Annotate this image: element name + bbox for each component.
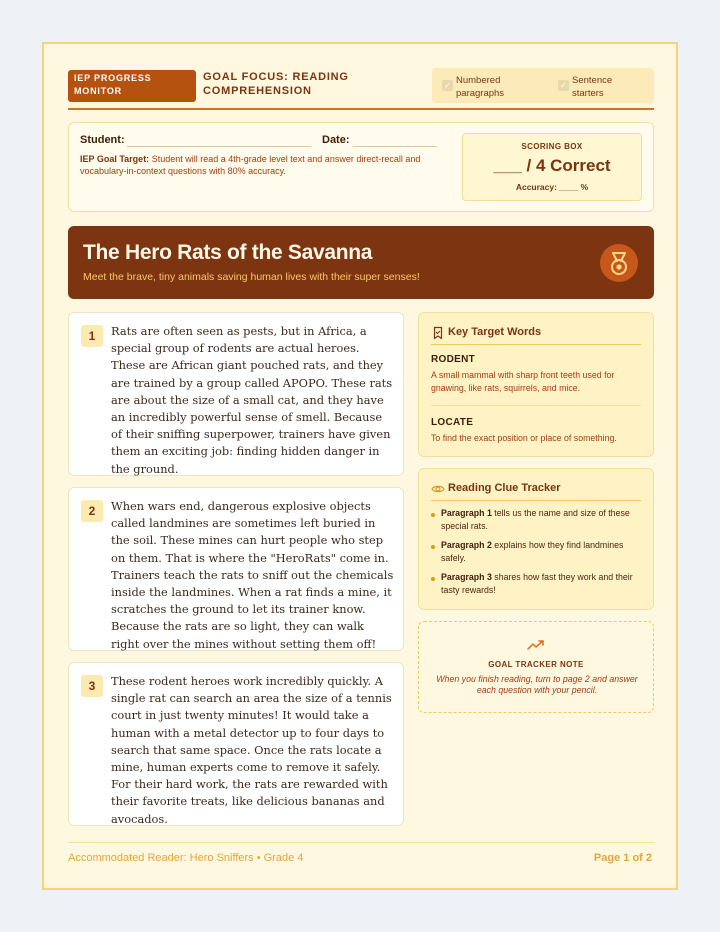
iep-badge: IEP PROGRESS MONITOR xyxy=(68,70,196,102)
clue-text: tells us the name and size of these special rats. xyxy=(441,508,630,531)
vocab-definition: A small mammal with sharp front teeth used for gnawing, like rats, squirrels, and mice. xyxy=(431,370,615,393)
paragraph-text: These rodent heroes work incredibly quickly. A single rat can search an area the size of a tennis court in just twenty minutes! It would take a human with a metal detector up to four days to search that same space. Once the rats locate a mine, human experts come to remove it safely. For their hard work, the rats are rewarded with their favorite treats, like delicious bananas and avocados. xyxy=(111,674,392,826)
check-label: Sentence starters xyxy=(572,75,613,99)
date-label: Date: xyxy=(322,134,350,146)
scoring-title: SCORING BOX xyxy=(521,142,583,151)
footer-divider xyxy=(68,842,654,843)
vocab-word xyxy=(431,417,641,445)
bookmark-icon xyxy=(431,326,445,340)
title-banner xyxy=(68,226,654,299)
key-words-title: Key Target Words xyxy=(448,326,542,338)
note-title: GOAL TRACKER NOTE xyxy=(488,660,584,669)
paragraph-card xyxy=(68,312,404,476)
checkbox-icon[interactable]: ✓ xyxy=(558,80,569,91)
clue-tracker-card xyxy=(418,468,654,610)
student-name-field[interactable] xyxy=(127,146,311,147)
scoring-box xyxy=(462,133,642,201)
check-label: Numbered paragraphs xyxy=(456,75,505,99)
page-subtitle: Meet the brave, tiny animals saving human lives with their super senses! xyxy=(83,271,420,283)
clue-tracker-header xyxy=(431,481,641,501)
clue-item xyxy=(441,571,643,597)
vocab-term: RODENT xyxy=(431,354,476,365)
paragraph-number: 3 xyxy=(81,675,103,697)
page-title: The Hero Rats of the Savanna xyxy=(83,241,373,264)
goal-tracker-note xyxy=(418,621,654,713)
paragraph-number: 1 xyxy=(81,325,103,347)
clue-text: shares how fast they work and their tasty rewards! xyxy=(441,572,633,595)
student-label: Student: xyxy=(80,134,125,146)
clue-tracker-title: Reading Clue Tracker xyxy=(448,482,561,494)
accommodation-checklist xyxy=(432,68,654,103)
paragraph-card xyxy=(68,662,404,826)
iep-goal xyxy=(80,153,448,177)
key-words-header xyxy=(431,325,641,345)
worksheet-page xyxy=(42,42,678,890)
clue-lead: Paragraph 2 xyxy=(441,540,492,550)
divider xyxy=(431,405,641,406)
accuracy-field[interactable]: Accuracy: ____ % xyxy=(515,182,589,192)
clue-lead: Paragraph 3 xyxy=(441,572,492,582)
paragraph-card xyxy=(68,487,404,651)
note-body: When you finish reading, turn to page 2 and answer each question with your pencil. xyxy=(436,674,638,695)
eye-icon xyxy=(431,482,445,496)
paragraph-text: When wars end, dangerous explosive objects called landmines are sometimes left buried in the soil. These mines can hurt people who step on them. That is where the "HeroRats" come in. Trainers teach the rats to sniff out the chemicals inside the landmines. When a rat finds a mine, it scratches the ground to let its trainer know. Because the rats are so light, they can walk right over the mines without setting them off! xyxy=(111,499,394,651)
clue-item xyxy=(441,507,643,533)
bullet-icon xyxy=(431,513,435,517)
medal-icon xyxy=(600,244,638,282)
bullet-icon xyxy=(431,577,435,581)
vocab-definition: To find the exact position or place of something. xyxy=(431,433,617,443)
vocab-term: LOCATE xyxy=(431,417,474,428)
paragraph-text: Rats are often seen as pests, but in Africa, a special group of rodents are actual heroes. These are African giant pouched rats, and they are trained by a group called APOPO. These rats are about the size of a small cat, and they have an incredibly powerful sense of smell. Because of their sniffing superpower, trainers have given them an exciting job: finding hidden danger in the ground. xyxy=(111,324,393,476)
clue-lead: Paragraph 1 xyxy=(441,508,492,518)
clue-text: explains how they find landmines safely. xyxy=(441,540,624,563)
paragraph-number: 2 xyxy=(81,500,103,522)
student-info-box xyxy=(68,122,654,212)
header xyxy=(68,68,654,108)
goal-focus: GOAL FOCUS: READING COMPREHENSION xyxy=(203,71,349,97)
checkbox-icon[interactable]: ✓ xyxy=(442,80,453,91)
goal-label: IEP Goal Target: xyxy=(80,154,150,164)
trending-up-icon xyxy=(527,639,545,651)
key-words-card xyxy=(418,312,654,457)
header-divider xyxy=(68,108,654,110)
vocab-word xyxy=(431,354,641,395)
bullet-icon xyxy=(431,545,435,549)
footer-title: Accommodated Reader: Hero Sniffers • Grade 4 xyxy=(68,852,304,864)
clue-item xyxy=(441,539,643,565)
goal-text: Student will read a 4th-grade level text and answer direct-recall and vocabulary-in-context questions with 80% accuracy. xyxy=(80,154,421,176)
date-field[interactable] xyxy=(353,146,437,147)
page-number: Page 1 of 2 xyxy=(593,852,652,864)
scoring-value[interactable]: ___ / 4 Correct xyxy=(493,156,611,175)
